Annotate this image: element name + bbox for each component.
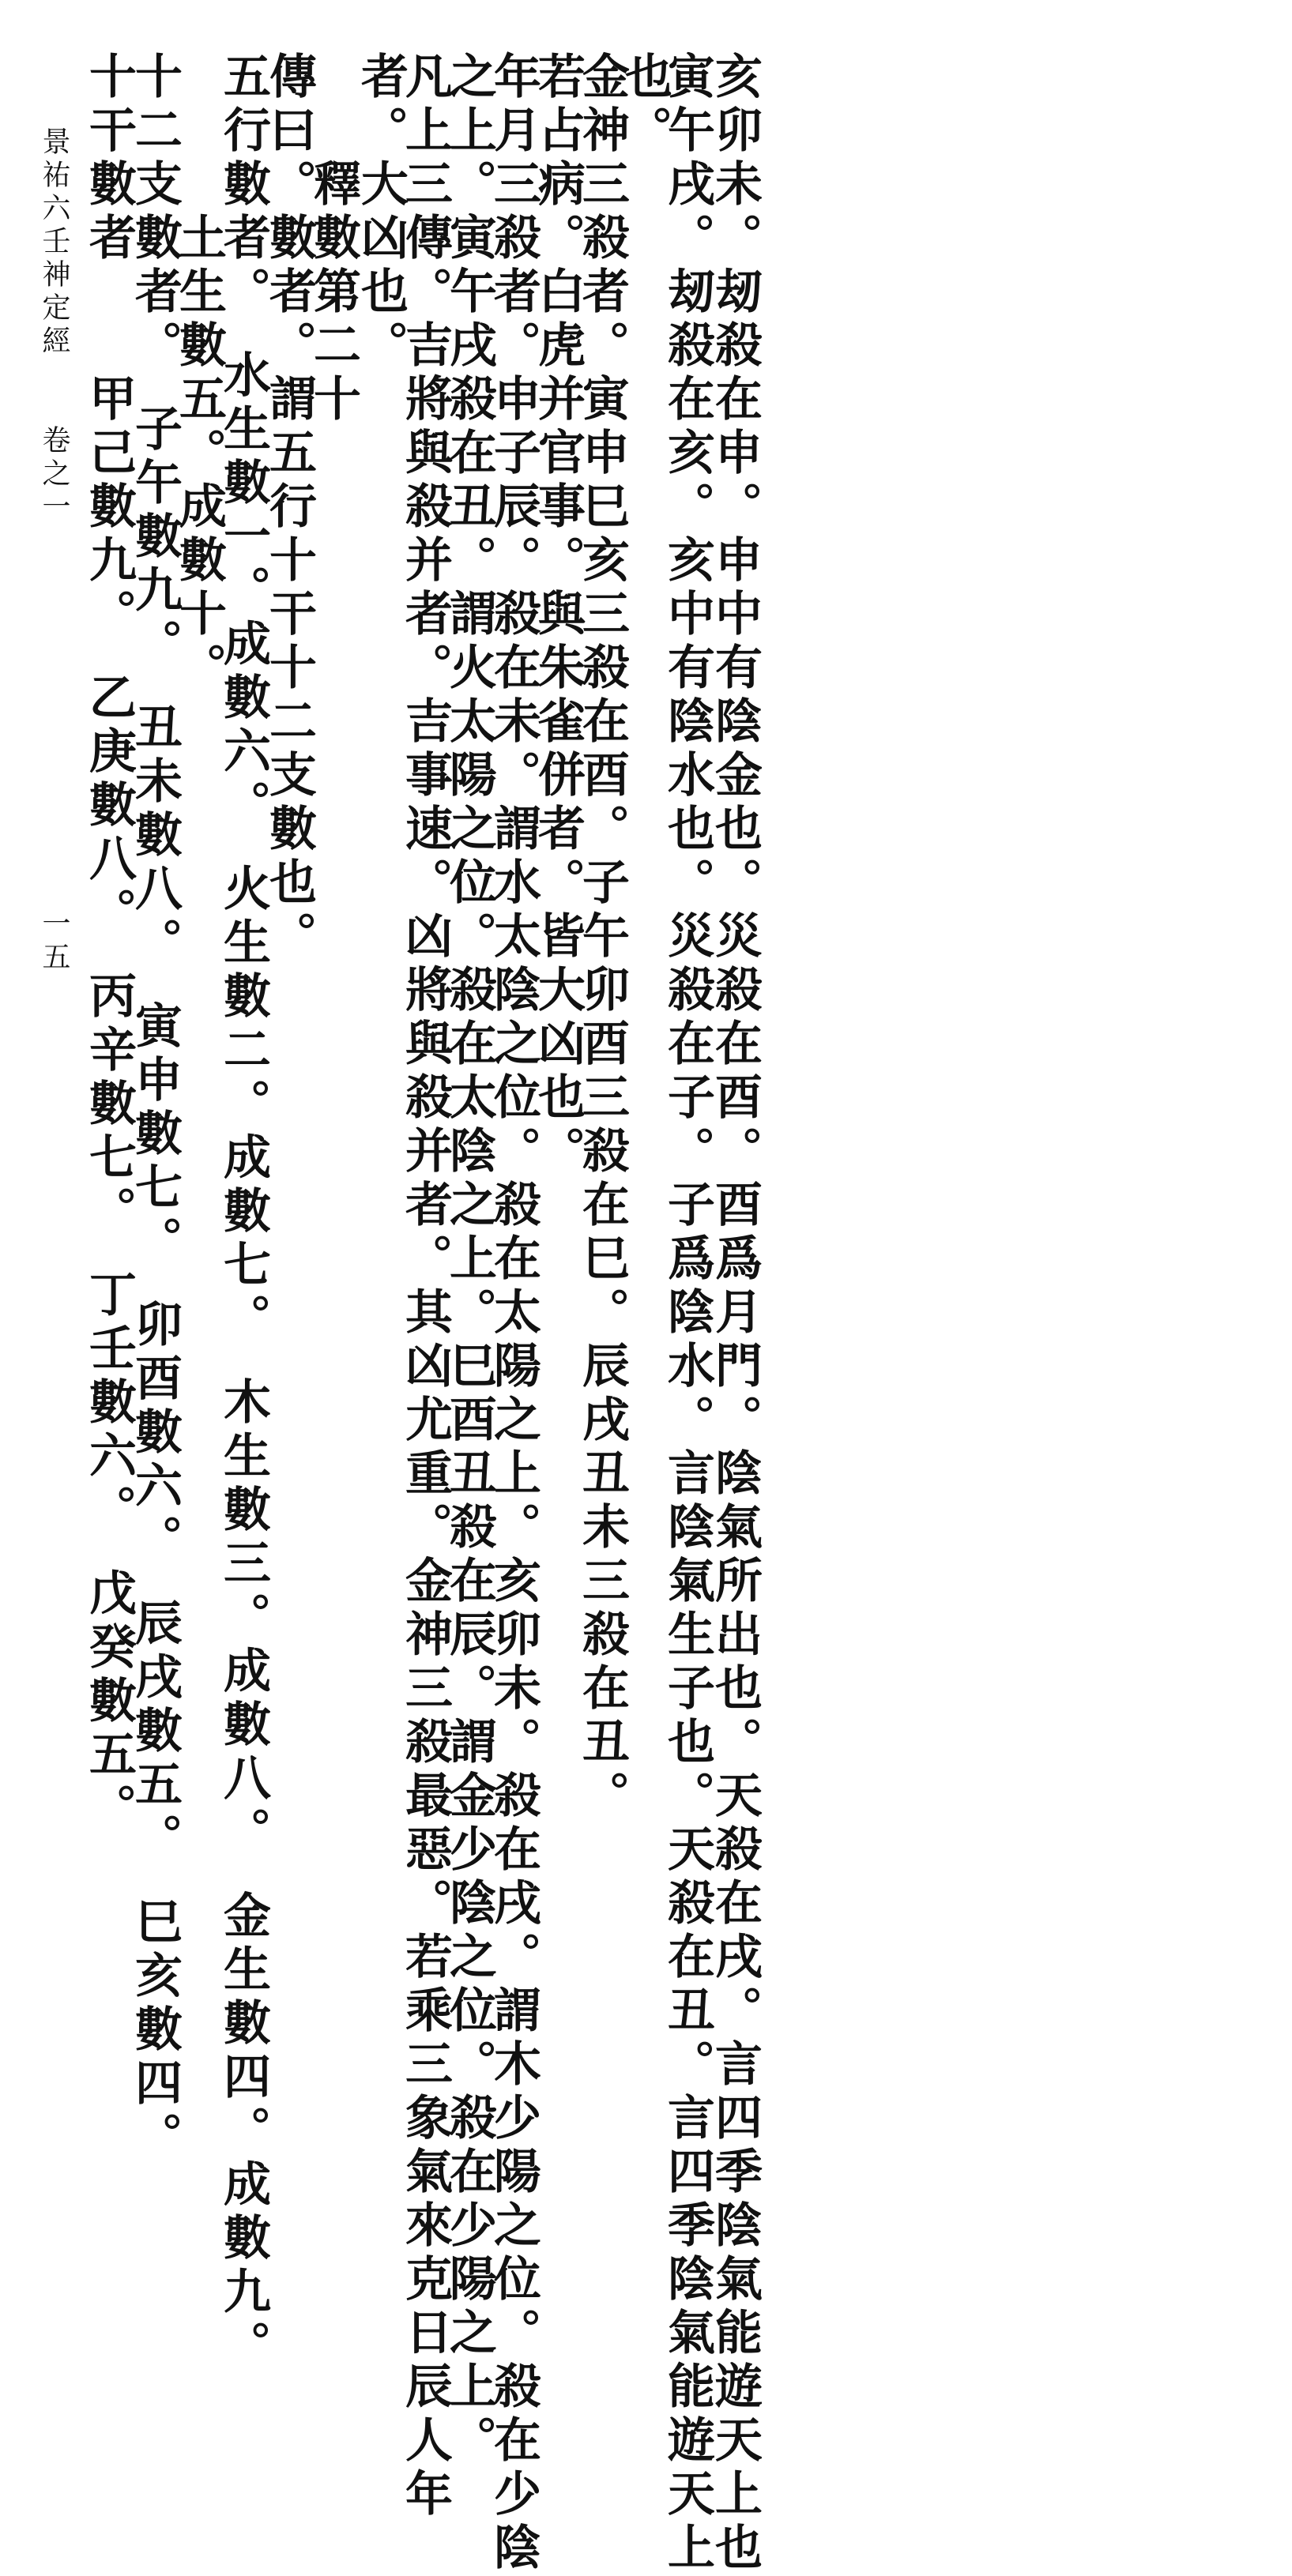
text-column-1: 亥卯未。刼殺在申。申中有陰金也。災殺在酉。酉爲月門。陰氣所出也。天殺在戌。言四季陰氣能遊天上也 — [707, 51, 763, 2576]
text-column-4: 金神三殺者。寅申巳亥三殺在酉。子午卯酉三殺在巳。辰戌丑未三殺在丑。 — [574, 51, 630, 1824]
text-column-11: 傳曰。數者。謂五行十干十二支數也。 — [262, 51, 317, 965]
text-column-5: 若占病。白虎并官事。與朱雀併者。皆大凶也。 — [530, 51, 586, 1179]
page-number: 一五 — [38, 908, 70, 975]
text-column-7: 之上。寅午戌殺在丑。謂火太陽之位。殺在太陰之上。巳酉丑殺在辰。謂金少陰之位。殺在少陽之上。 — [442, 51, 497, 2469]
text-column-2: 寅午戌。刼殺在亥。亥中有陰水也。災殺在子。子爲陰水。言陰氣生子也。天殺在丑。言四季陰氣能遊天上 — [660, 51, 715, 2576]
running-head: 景祐六壬神定經 卷之一 — [38, 126, 70, 525]
text-column-3: 也。 — [617, 51, 672, 159]
text-column-8: 凡上三傳。吉將與殺并者。吉事速。凶將與殺并者。其凶尤重。金神三殺最惡。若乘三象氣來克日辰人年 — [397, 51, 453, 2522]
text-column-9: 者。大凶也。 — [353, 51, 409, 374]
text-column-6: 年月三殺者。申子辰。殺在未。謂水太陰之位。殺在太陽之上。亥卯未。殺在戌。謂木少陽之位。殺在少陰 — [486, 51, 541, 2576]
text-column-15: 十干數者 甲己數九。 乙庚數八。 丙辛數七。 丁壬數六。 戊癸數五。 — [81, 51, 137, 1837]
text-column-14: 十二支數者。 子午數九。 丑未數八。 寅申數七。 卯酉數六。 辰戌數五。 巳亥數四。 — [127, 51, 183, 2165]
section-heading: 釋數第二十 — [306, 51, 361, 427]
text-column-12: 五行數者。 水生數一。成數六。 火生數二。成數七。 木生數三。成數八。 金生數四。成數九。 — [216, 51, 271, 2374]
text-column-13: 土生數五。成數十。 — [171, 51, 227, 696]
